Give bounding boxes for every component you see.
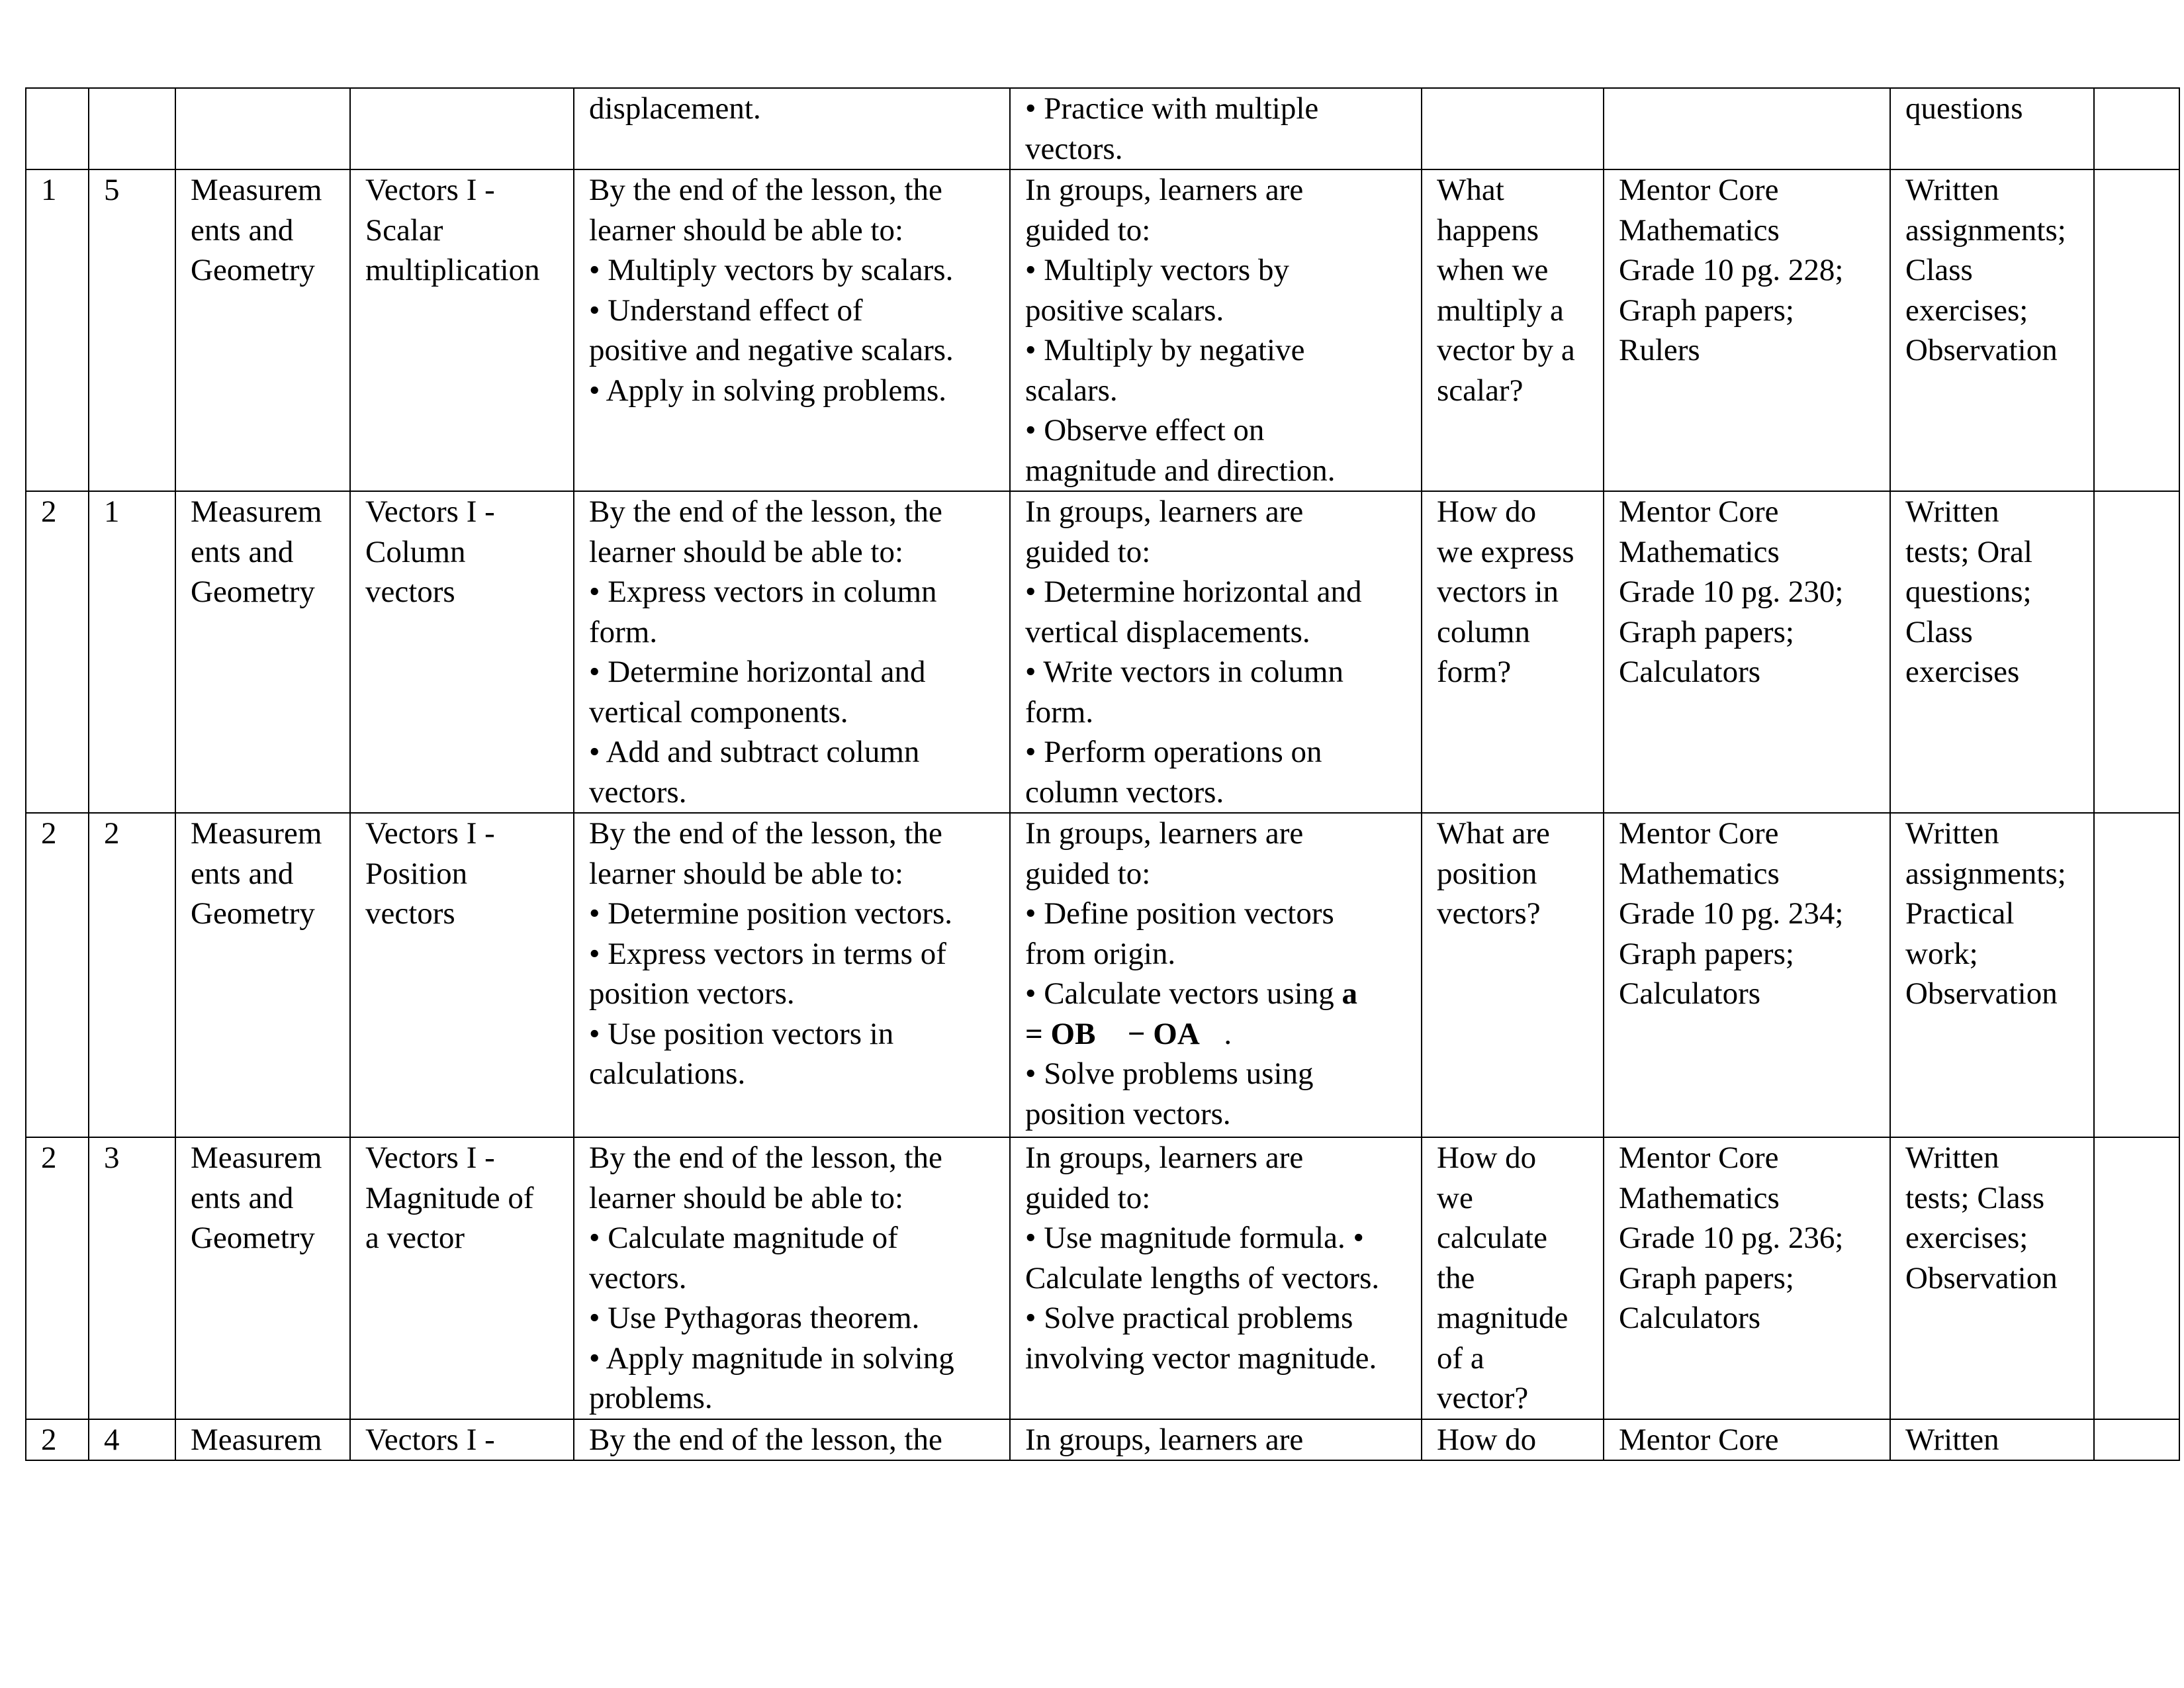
cell-line: Geometry [191,575,315,609]
table-body [26,88,2179,1460]
learning-resources-cell [1604,169,1890,491]
cell-line: learner should be able to: [589,1180,904,1215]
table-row [26,88,2179,169]
cell-line: By the end of the lesson, the [589,1141,942,1175]
sub-strand-cell [350,88,574,169]
week-value: 2 [41,816,57,851]
cell-line: • Use position vectors in [589,1016,894,1051]
cell-line: • Determine horizontal and [1025,575,1362,609]
cell-line: position vectors. [589,976,795,1011]
cell-line: tests; Class [1905,1180,2045,1215]
cell-line: Calculate lengths of vectors. [1025,1260,1380,1295]
table-row [26,491,2179,813]
week-cell [26,813,89,1137]
cell-line: exercises; [1905,293,2028,328]
cell-line: vertical displacements. [1025,614,1310,649]
week-cell [26,169,89,491]
strand-cell [175,1137,350,1419]
cell-line: Grade 10 pg. 234; [1619,896,1844,931]
cell-line: Measurem [191,1141,322,1175]
cell-line: form? [1437,655,1512,689]
cell-line: Graph papers; [1619,936,1794,971]
cell-line: we express [1437,534,1574,569]
cell-line: ents and [191,212,294,248]
sub-strand-cell [350,169,574,491]
remarks-cell [2094,1419,2179,1461]
cell-line: scalar? [1437,373,1524,408]
week-value: 2 [41,1422,57,1457]
cell-line: vectors [365,896,455,931]
cell-line: Vectors I - [365,1141,495,1175]
cell-line: Mentor Core [1619,1141,1779,1175]
cell-line: Measurem [191,1422,322,1457]
key-inquiry-question-cell [1422,1137,1604,1419]
strand-cell [175,169,350,491]
lesson-cell [89,813,175,1137]
cell-line: • Multiply vectors by scalars. [589,253,954,287]
cell-line: displacement. [589,91,761,126]
cell-line: How do [1437,494,1537,529]
cell-line: • Use magnitude formula. • [1025,1221,1364,1255]
strand-cell [175,813,350,1137]
cell-line: Vectors I - [365,1422,495,1457]
key-inquiry-question-cell [1422,88,1604,169]
week-cell [26,491,89,813]
learning-resources-cell [1604,1137,1890,1419]
remarks-cell [2094,88,2179,169]
sub-strand-cell [350,491,574,813]
cell-line: Scalar [365,212,443,248]
cell-line: form. [1025,694,1094,729]
cell-line: Mentor Core [1619,1422,1779,1457]
remarks-cell [2094,1137,2179,1419]
key-inquiry-question-cell [1422,1419,1604,1461]
sub-strand-cell [350,1419,574,1461]
cell-line: Magnitude of [365,1180,534,1215]
cell-line: work; [1905,936,1978,971]
cell-line: ents and [191,534,294,569]
cell-line: ents and [191,1180,294,1215]
learning-experiences-cell [1010,169,1422,491]
cell-line: What [1437,173,1504,207]
cell-line: vectors. [589,774,687,810]
cell-line: guided to: [1025,1180,1151,1215]
lesson-cell [89,1137,175,1419]
learning-resources-cell [1604,813,1890,1137]
learning-experiences-cell [1010,88,1422,169]
cell-line: we [1437,1180,1473,1215]
cell-line: ents and [191,856,294,891]
cell-line: Calculators [1619,655,1761,689]
cell-line: Observation [1905,976,2058,1011]
cell-line: from origin. [1025,936,1176,971]
cell-line: a vector [365,1221,465,1255]
cell-line: By the end of the lesson, the [589,816,942,851]
assessment-cell [1890,1137,2094,1419]
lesson-value: 5 [104,173,120,207]
cell-line: Rulers [1619,333,1700,367]
assessment-cell [1890,491,2094,813]
cell-line: • Observe effect on [1025,413,1265,447]
cell-line: • Apply in solving problems. [589,373,946,408]
lesson-cell [89,169,175,491]
cell-line: Geometry [191,1221,315,1255]
week-cell [26,1419,89,1461]
vector-a-symbol: a⃗ [1342,976,1382,1011]
cell-line: Vectors I - [365,494,495,529]
cell-line: Grade 10 pg. 228; [1619,253,1844,287]
cell-line-text: • Calculate vectors using [1025,976,1342,1011]
cell-line: • Determine position vectors. [589,896,952,931]
cell-line: exercises [1905,655,2020,689]
cell-line: By the end of the lesson, the [589,494,942,529]
cell-line: • Solve practical problems [1025,1301,1353,1335]
lesson-value: 2 [104,816,120,851]
cell-line: problems. [589,1381,713,1415]
assessment-cell [1890,813,2094,1137]
learning-outcomes-cell [574,1419,1010,1461]
cell-line: • Write vectors in column [1025,655,1343,689]
strand-cell [175,491,350,813]
cell-line: questions [1905,91,2023,126]
cell-line: Measurem [191,494,322,529]
cell-line: Graph papers; [1619,293,1794,328]
learning-outcomes-cell [574,169,1010,491]
cell-line: Class [1905,614,1973,649]
cell-line: Geometry [191,896,315,931]
remarks-cell [2094,491,2179,813]
cell-line: the [1437,1260,1475,1295]
vector-formula: = OB⃗ − OA⃗ [1025,1016,1224,1051]
cell-line: vector by a [1437,333,1575,367]
cell-line: Column [365,534,466,569]
cell-line: In groups, learners are [1025,494,1304,529]
cell-line: Grade 10 pg. 230; [1619,575,1844,609]
assessment-cell [1890,88,2094,169]
cell-line: Vectors I - [365,173,495,207]
cell-line: when we [1437,253,1549,287]
learning-resources-cell [1604,1419,1890,1461]
cell-line [1025,974,1406,1014]
cell-line: • Determine horizontal and [589,655,926,689]
table-row [26,169,2179,491]
cell-line: multiply a [1437,293,1564,328]
cell-line: How do [1437,1141,1537,1175]
cell-line: • Understand effect of [589,293,863,328]
cell-line: guided to: [1025,534,1151,569]
cell-line: Written [1905,816,1999,851]
cell-line: • Express vectors in terms of [589,936,946,971]
learning-resources-cell [1604,88,1890,169]
learning-experiences-cell [1010,813,1422,1137]
cell-line: vector? [1437,1381,1529,1415]
cell-line: position [1437,856,1537,891]
cell-line: Position [365,856,468,891]
learning-outcomes-cell [574,88,1010,169]
lesson-cell [89,1419,175,1461]
learning-experiences-cell [1010,1137,1422,1419]
cell-line: guided to: [1025,212,1151,248]
cell-line: Vectors I - [365,816,495,851]
cell-line: Calculators [1619,976,1761,1011]
lesson-cell [89,491,175,813]
cell-line: vectors [365,575,455,609]
cell-line: Graph papers; [1619,1260,1794,1295]
remarks-cell [2094,169,2179,491]
cell-line: Mathematics [1619,534,1780,569]
cell-line: Mathematics [1619,856,1780,891]
scheme-of-work-table [25,87,2180,1461]
cell-line: vectors? [1437,896,1541,931]
cell-line: scalars. [1025,373,1118,408]
cell-line: Practical [1905,896,2015,931]
cell-line: Mentor Core [1619,816,1779,851]
cell-line: calculations. [589,1056,746,1091]
cell-line: tests; Oral [1905,534,2032,569]
cell-line: learner should be able to: [589,212,904,248]
cell-line: • Calculate magnitude of [589,1221,898,1255]
cell-line: • Practice with multiple [1025,91,1319,126]
cell-line: vectors in [1437,575,1559,609]
cell-line: guided to: [1025,856,1151,891]
learning-experiences-cell [1010,491,1422,813]
key-inquiry-question-cell [1422,813,1604,1137]
cell-line: form. [589,614,658,649]
strand-cell [175,1419,350,1461]
lesson-value: 3 [104,1141,120,1175]
cell-line: column [1437,614,1530,649]
cell-line: Written [1905,173,1999,207]
cell-line: Measurem [191,173,322,207]
cell-line: Calculators [1619,1301,1761,1335]
key-inquiry-question-cell [1422,491,1604,813]
cell-line: In groups, learners are [1025,173,1304,207]
cell-line: By the end of the lesson, the [589,173,942,207]
cell-line: Geometry [191,253,315,287]
assessment-cell [1890,1419,2094,1461]
cell-line: column vectors. [1025,774,1224,810]
sub-strand-cell [350,813,574,1137]
week-value: 1 [41,173,57,207]
cell-line-text: . [1224,1016,1232,1051]
cell-line: Observation [1905,333,2058,367]
cell-line: learner should be able to: [589,856,904,891]
cell-line: multiplication [365,253,540,287]
cell-line: • Perform operations on [1025,735,1322,769]
cell-line: Written [1905,494,1999,529]
cell-line: In groups, learners are [1025,1422,1304,1457]
week-value: 2 [41,1141,57,1175]
cell-line: • Add and subtract column [589,735,920,769]
cell-line: of a [1437,1340,1484,1376]
cell-line: calculate [1437,1221,1547,1255]
assessment-cell [1890,169,2094,491]
cell-line: Measurem [191,816,322,851]
cell-line: magnitude and direction. [1025,453,1336,488]
cell-line: positive scalars. [1025,293,1224,328]
cell-line: By the end of the lesson, the [589,1422,942,1457]
cell-line: • Express vectors in column [589,575,937,609]
learning-outcomes-cell [574,813,1010,1137]
cell-line: • Use Pythagoras theorem. [589,1301,920,1335]
cell-line: vectors. [1025,131,1123,166]
week-cell [26,1137,89,1419]
cell-line: • Define position vectors [1025,896,1334,931]
cell-line: questions; [1905,575,2032,609]
table-row [26,1419,2179,1461]
strand-cell [175,88,350,169]
cell-line: position vectors. [1025,1096,1231,1131]
cell-line: exercises; [1905,1221,2028,1255]
cell-line [1025,1014,1406,1055]
cell-line: • Apply magnitude in solving [589,1340,954,1376]
cell-line: Mathematics [1619,212,1780,248]
cell-line: positive and negative scalars. [589,333,954,367]
cell-line: assignments; [1905,212,2066,248]
cell-line: Graph papers; [1619,614,1794,649]
key-inquiry-question-cell [1422,169,1604,491]
table-row [26,1137,2179,1419]
cell-line: How do [1437,1422,1537,1457]
cell-line: Class [1905,253,1973,287]
learning-experiences-cell [1010,1419,1422,1461]
learning-outcomes-cell [574,491,1010,813]
cell-line: vertical components. [589,694,848,729]
learning-resources-cell [1604,491,1890,813]
remarks-cell [2094,813,2179,1137]
cell-line: Written [1905,1422,1999,1457]
cell-line: vectors. [589,1260,687,1295]
cell-line: Grade 10 pg. 236; [1619,1221,1844,1255]
cell-line: Observation [1905,1260,2058,1295]
week-value: 2 [41,494,57,529]
cell-line: involving vector magnitude. [1025,1340,1377,1376]
cell-line: In groups, learners are [1025,1141,1304,1175]
cell-line: assignments; [1905,856,2066,891]
cell-line: In groups, learners are [1025,816,1304,851]
cell-line: Mentor Core [1619,494,1779,529]
cell-line: Written [1905,1141,1999,1175]
cell-line: What are [1437,816,1550,851]
lesson-value: 1 [104,494,120,529]
lesson-value: 4 [104,1422,120,1457]
lesson-cell [89,88,175,169]
cell-line: • Multiply vectors by [1025,253,1289,287]
cell-line: magnitude [1437,1301,1569,1335]
learning-outcomes-cell [574,1137,1010,1419]
sub-strand-cell [350,1137,574,1419]
cell-line: learner should be able to: [589,534,904,569]
cell-line: Mathematics [1619,1180,1780,1215]
cell-line: Mentor Core [1619,173,1779,207]
table-row [26,813,2179,1137]
cell-line: • Solve problems using [1025,1056,1314,1091]
cell-line: • Multiply by negative [1025,333,1305,367]
week-cell [26,88,89,169]
cell-line: happens [1437,212,1539,248]
